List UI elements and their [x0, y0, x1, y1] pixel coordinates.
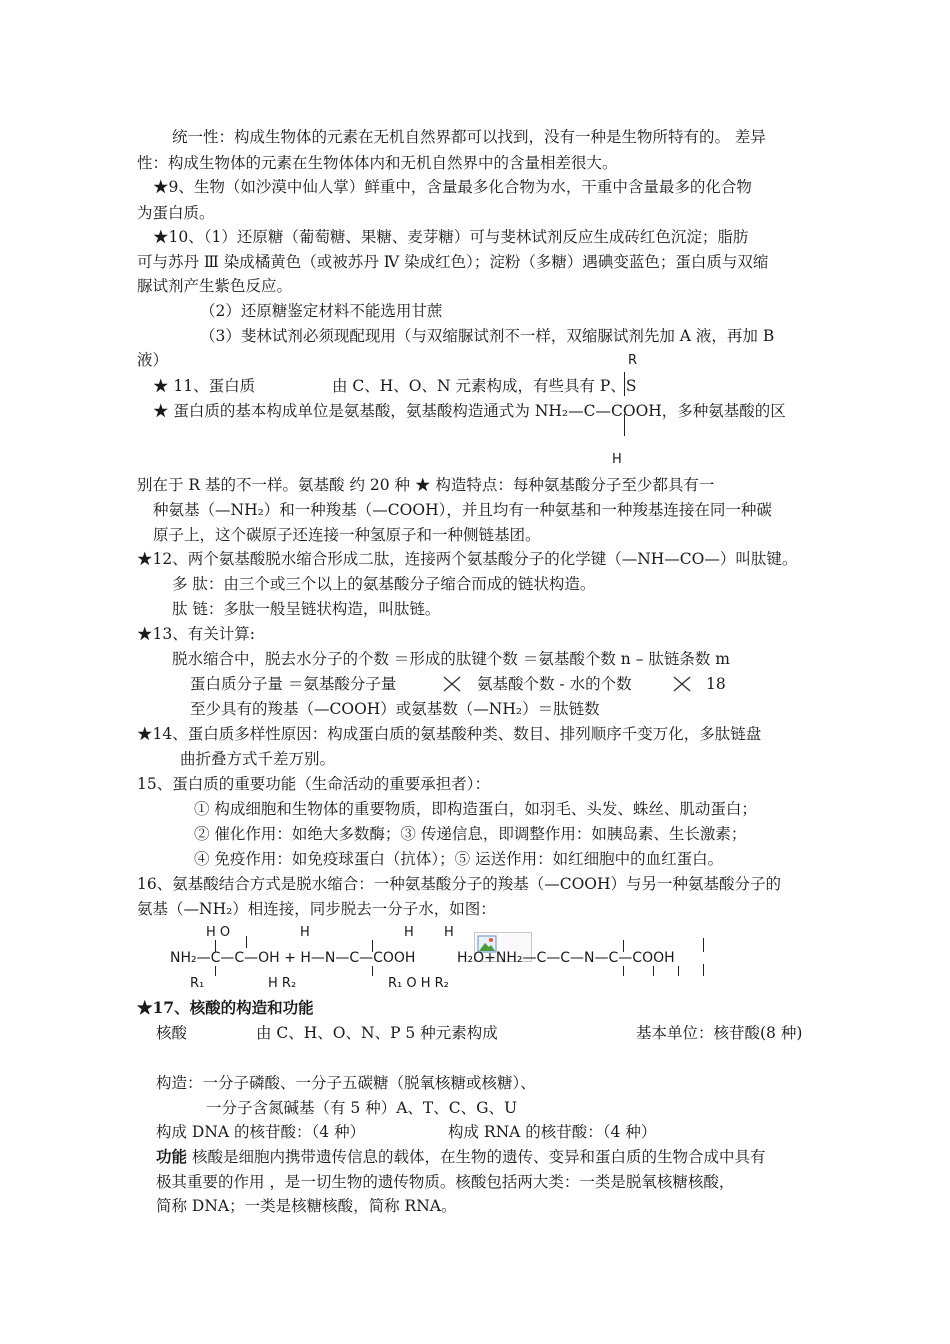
reaction-reactants: NH₂—C—C—OH + H—N—C—COOH: [170, 950, 416, 966]
text-line: 曲折叠方式千差万别。: [180, 750, 336, 768]
text-line: 统一性：构成生物体的元素在无机自然界都可以找到，没有一种是生物所特有的。 差异: [172, 128, 766, 146]
reaction-top-atoms: H O: [206, 925, 231, 940]
section-heading: ★17、核酸的构造和功能: [137, 998, 314, 1017]
text-line: ④ 免疫作用：如免疫球蛋白（抗体）；⑤ 运送作用：如红细胞中的血红蛋白。: [194, 850, 724, 868]
text-line: 构成 RNA 的核苷酸：（4 种）: [448, 1123, 657, 1141]
text-line: 性：构成生物体的元素在生物体体内和无机自然界中的含量相差很大。: [137, 154, 618, 172]
text-line: ① 构成细胞和生物体的重要物质，即构造蛋白，如羽毛、头发、蛛丝、肌动蛋白；: [194, 800, 757, 818]
text-line: 基本单位：核苷酸(8 种): [636, 1024, 803, 1042]
text-line: 构成 DNA 的核苷酸：（4 种）: [156, 1123, 366, 1141]
text-line: 脲试剂产生紫色反应。: [137, 277, 293, 295]
function-text: 核酸是细胞内携带遗传信息的载体，在生物的遗传、变异和蛋白质的生物合成中具有: [187, 1148, 766, 1166]
text-line: 多 肽：由三个或三个以上的氨基酸分子缩合而成的链状构造。: [172, 575, 596, 593]
text-line: 由 C、H、O、N 元素构成，有些具有 P、S: [332, 377, 637, 395]
reaction-bond: [653, 966, 654, 976]
text-line: 构造：一分子磷酸、一分子五碳糖（脱氧核糖或核糖）、: [156, 1074, 536, 1092]
text-line: 种氨基（—NH₂）和一种羧基（—COOH），并且均有一种氨基和一种羧基连接在同一种碳: [153, 501, 772, 519]
text-line: ★13、有关计算:: [137, 625, 255, 643]
text-line: ★10、（1）还原糖（葡萄糖、果糖、麦芽糖）可与斐林试剂反应生成砖红色沉淀；脂肪: [153, 228, 749, 246]
text-line: 核酸: [156, 1024, 188, 1042]
text-line: 氨基酸个数 - 水的个数: [477, 675, 632, 693]
text-line: 至少具有的羧基（—COOH）或氨基数（—NH₂）＝肽链数: [190, 700, 600, 718]
text-line: 15、蛋白质的重要功能（生命活动的重要承担者）：: [137, 775, 490, 793]
text-line: 蛋白质分子量 ＝氨基酸分子量: [190, 675, 397, 693]
reaction-bond: [703, 938, 704, 952]
text-line: 简称 DNA；一类是核糖核酸，简称 RNA。: [156, 1197, 457, 1215]
text-line: 氨基（—NH₂）相连接，同步脱去一分子水，如图：: [137, 900, 496, 918]
text-line: 液）: [137, 351, 169, 369]
text-line: 18: [706, 675, 726, 693]
reaction-products: H₂O+NH₂—C—C—N—C—COOH: [457, 950, 675, 966]
text-line: 16、氨基酸结合方式是脱水缩合：一种氨基酸分子的羧基（—COOH）与另一种氨基酸分子的: [137, 875, 782, 893]
text-line: ★ 蛋白质的基本构成单位是氨基酸，氨基酸构造通式为 NH₂—C—COOH，多种氨基酸的区: [153, 402, 786, 420]
reaction-top-atoms: H: [444, 925, 454, 940]
reaction-top-atoms: H: [404, 925, 414, 940]
text-line: 脱水缩合中，脱去水分子的个数 ＝形成的肽键个数 ＝氨基酸个数 n – 肽链条数 m: [172, 650, 730, 668]
reaction-bottom-atoms: R₁ O H R₂: [388, 976, 449, 991]
multiply-icon: [442, 675, 462, 693]
reaction-top-atoms: H: [300, 925, 310, 940]
formula-r-group: R: [628, 353, 638, 368]
text-line: [156, 1147, 765, 1167]
text-line: ★9、生物（如沙漠中仙人掌）鲜重中，含量最多化合物为水，干重中含量最多的化合物: [153, 178, 752, 196]
text-line: ② 催化作用：如绝大多数酶；③ 传递信息，即调整作用：如胰岛素、生长激素；: [194, 825, 747, 843]
reaction-bond: [215, 966, 216, 976]
text-line: 原子上，这个碳原子还连接一种氢原子和一种侧链基团。: [153, 526, 541, 544]
multiply-icon: [672, 675, 692, 693]
reaction-bond: [678, 966, 679, 976]
text-line: 别在于 R 基的不一样。氨基酸 约 20 种 ★ 构造特点：每种氨基酸分子至少都具有一: [137, 476, 715, 494]
text-line: 为蛋白质。: [137, 204, 215, 222]
function-label: 功能: [156, 1147, 188, 1166]
reaction-bottom-atoms: R₁: [190, 976, 205, 991]
text-line: 极其重要的作用 ，是一切生物的遗传物质。核酸包括两大类：一类是脱氧核糖核酸，: [156, 1173, 735, 1191]
reaction-bond: [246, 936, 247, 948]
text-line: ★12、两个氨基酸脱水缩合形成二肽，连接两个氨基酸分子的化学键（—NH—CO—）叫肽键。: [137, 550, 798, 568]
reaction-bond: [703, 964, 704, 976]
text-line: （3）斐林试剂必须现配现用（与双缩脲试剂不一样，双缩脲试剂先加 A 液，再加 B: [200, 327, 775, 345]
reaction-bond: [372, 966, 373, 976]
reaction-bond: [623, 966, 624, 976]
text-line: （2）还原糖鉴定材料不能选用甘蔗: [200, 302, 443, 320]
reaction-bottom-atoms: H R₂: [268, 976, 297, 991]
text-line: 可与苏丹 Ⅲ 染成橘黄色（或被苏丹 Ⅳ 染成红色）；淀粉（多糖）遇碘变蓝色；蛋白质与双缩: [137, 253, 769, 271]
text-line: ★14、蛋白质多样性原因：构成蛋白质的氨基酸种类、数目、排列顺序千变万化，多肽链盘: [137, 725, 762, 743]
text-line: 由 C、H、O、N、P 5 种元素构成: [256, 1024, 498, 1042]
formula-h-atom: H: [612, 452, 622, 467]
text-line: 肽 链：多肽一般呈链状构造，叫肽链。: [172, 600, 441, 618]
text-line: ★ 11、蛋白质: [153, 377, 256, 395]
text-line: 一分子含氮碱基（有 5 种）A、T、C、G、U: [206, 1099, 518, 1117]
